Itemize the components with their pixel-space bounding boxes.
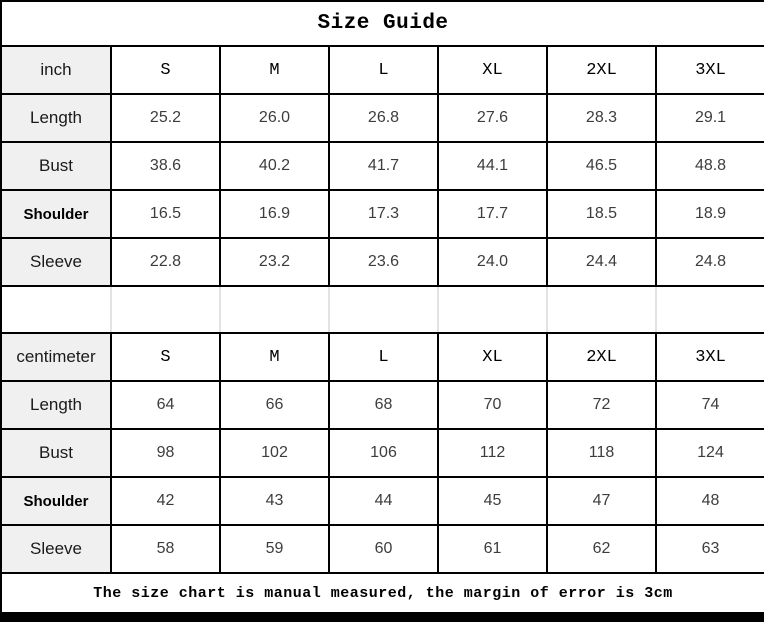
value-cell: 48.8 <box>656 142 764 190</box>
page-title: Size Guide <box>1 1 764 46</box>
value-cell: 18.9 <box>656 190 764 238</box>
value-cell: 17.7 <box>438 190 547 238</box>
cm-sleeve-row <box>1 525 764 573</box>
spacer-cell <box>220 286 329 333</box>
value-cell: 24.0 <box>438 238 547 286</box>
unit-label-inch: inch <box>1 46 111 94</box>
cm-length-row <box>1 381 764 429</box>
value-cell: 45 <box>438 477 547 525</box>
value-cell: 27.6 <box>438 94 547 142</box>
bottom-bar <box>0 614 764 622</box>
spacer-cell <box>656 286 764 333</box>
value-cell: 106 <box>329 429 438 477</box>
value-cell: 74 <box>656 381 764 429</box>
value-cell: 59 <box>220 525 329 573</box>
value-cell: 112 <box>438 429 547 477</box>
value-cell: 23.2 <box>220 238 329 286</box>
value-cell: 16.9 <box>220 190 329 238</box>
spacer-cell <box>547 286 656 333</box>
size-header-3xl: 3XL <box>656 46 764 94</box>
size-header-2xl: 2XL <box>547 333 656 381</box>
value-cell: 23.6 <box>329 238 438 286</box>
row-label-length: Length <box>1 94 111 142</box>
value-cell: 26.8 <box>329 94 438 142</box>
spacer-row <box>1 286 764 333</box>
value-cell: 43 <box>220 477 329 525</box>
value-cell: 24.8 <box>656 238 764 286</box>
size-header-xl: XL <box>438 333 547 381</box>
value-cell: 63 <box>656 525 764 573</box>
value-cell: 62 <box>547 525 656 573</box>
cm-bust-row <box>1 429 764 477</box>
value-cell: 102 <box>220 429 329 477</box>
value-cell: 38.6 <box>111 142 220 190</box>
size-header-l: L <box>329 46 438 94</box>
value-cell: 44.1 <box>438 142 547 190</box>
value-cell: 61 <box>438 525 547 573</box>
value-cell: 26.0 <box>220 94 329 142</box>
footer-row <box>1 573 764 613</box>
value-cell: 70 <box>438 381 547 429</box>
row-label-length: Length <box>1 381 111 429</box>
inch-shoulder-row <box>1 190 764 238</box>
size-header-m: M <box>220 333 329 381</box>
size-header-2xl: 2XL <box>547 46 656 94</box>
value-cell: 48 <box>656 477 764 525</box>
value-cell: 60 <box>329 525 438 573</box>
row-label-sleeve: Sleeve <box>1 238 111 286</box>
inch-header-row <box>1 46 764 94</box>
spacer-cell <box>438 286 547 333</box>
footer-note: The size chart is manual measured, the margin of error is 3cm <box>1 573 764 613</box>
row-label-bust: Bust <box>1 142 111 190</box>
value-cell: 42 <box>111 477 220 525</box>
value-cell: 118 <box>547 429 656 477</box>
inch-sleeve-row <box>1 238 764 286</box>
size-header-xl: XL <box>438 46 547 94</box>
value-cell: 64 <box>111 381 220 429</box>
value-cell: 22.8 <box>111 238 220 286</box>
value-cell: 66 <box>220 381 329 429</box>
value-cell: 124 <box>656 429 764 477</box>
row-label-sleeve: Sleeve <box>1 525 111 573</box>
value-cell: 46.5 <box>547 142 656 190</box>
value-cell: 68 <box>329 381 438 429</box>
spacer-cell <box>329 286 438 333</box>
inch-bust-row <box>1 142 764 190</box>
value-cell: 18.5 <box>547 190 656 238</box>
value-cell: 40.2 <box>220 142 329 190</box>
row-label-shoulder: Shoulder <box>1 477 111 525</box>
value-cell: 16.5 <box>111 190 220 238</box>
row-label-bust: Bust <box>1 429 111 477</box>
value-cell: 47 <box>547 477 656 525</box>
title-row <box>1 1 764 46</box>
size-header-s: S <box>111 46 220 94</box>
size-header-m: M <box>220 46 329 94</box>
value-cell: 44 <box>329 477 438 525</box>
cm-shoulder-row <box>1 477 764 525</box>
inch-length-row <box>1 94 764 142</box>
size-header-l: L <box>329 333 438 381</box>
size-header-s: S <box>111 333 220 381</box>
unit-label-centimeter: centimeter <box>1 333 111 381</box>
value-cell: 28.3 <box>547 94 656 142</box>
value-cell: 24.4 <box>547 238 656 286</box>
size-header-3xl: 3XL <box>656 333 764 381</box>
value-cell: 41.7 <box>329 142 438 190</box>
value-cell: 58 <box>111 525 220 573</box>
value-cell: 29.1 <box>656 94 764 142</box>
spacer-cell <box>1 286 111 333</box>
value-cell: 25.2 <box>111 94 220 142</box>
spacer-cell <box>111 286 220 333</box>
value-cell: 98 <box>111 429 220 477</box>
value-cell: 72 <box>547 381 656 429</box>
cm-header-row <box>1 333 764 381</box>
row-label-shoulder: Shoulder <box>1 190 111 238</box>
value-cell: 17.3 <box>329 190 438 238</box>
